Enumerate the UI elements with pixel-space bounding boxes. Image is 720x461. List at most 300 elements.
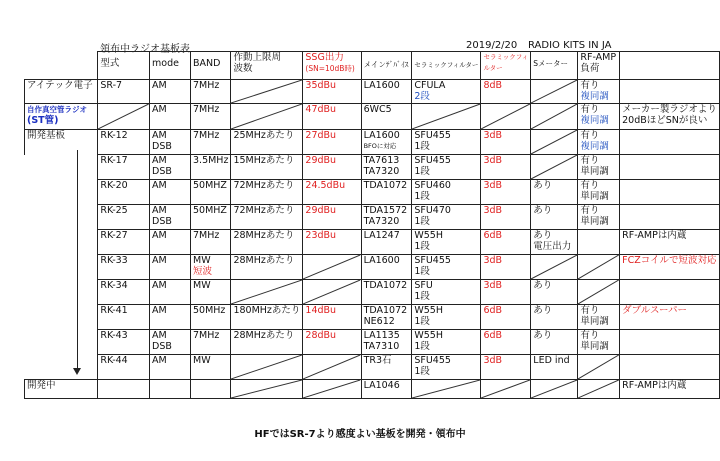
cell-mode [150,180,191,205]
cell-smeter [531,330,578,355]
cell-model [98,80,150,104]
freq-value: 28MHzあたり [233,230,295,241]
header-filter: セラミックフィルター [412,52,481,80]
mode-line: AM [152,255,167,266]
cell-note [620,80,720,104]
table-row [25,280,720,305]
cell-ssg [303,255,361,280]
filter-line: 1段 [414,366,430,377]
cell-mode [150,130,191,155]
cell-smeter [531,80,578,104]
band-value: MW [193,280,211,291]
cell-smeter [531,305,578,330]
cell-filter [412,305,481,330]
cell-model [98,355,150,380]
cell-cer [481,255,531,280]
cell-rfamp [578,330,620,355]
ssg-value: 29dBu [305,205,337,216]
cell-note [620,280,720,305]
cer-value: 6dB [483,305,503,316]
freq-value: 72MHzあたり [233,180,295,191]
cell-mode [150,230,191,255]
date-label: 2019/2/20 [466,40,518,51]
slash-mark [231,355,302,379]
filter-line: SFU455 [414,355,451,366]
cell-ssg [303,230,361,255]
model-value: RK-17 [100,155,128,166]
cell-freq [231,280,303,305]
mode-line: AM [152,305,167,316]
smeter-value: あり [533,205,553,216]
mode-line: AM [152,180,167,191]
slash-mark [578,255,619,279]
maker-label: 自作真空管ラジオ [27,105,87,114]
cell-device [361,305,412,330]
cell-filter [412,355,481,380]
rfamp-line: 有り [580,330,600,341]
cell-ssg [303,205,361,230]
cell-maker [25,255,98,280]
cell-note [620,155,720,180]
cell-mode [150,305,191,330]
cell-device [361,380,412,399]
cell-smeter [531,205,578,230]
band-value: 7MHz [193,80,220,91]
header-band: BAND [191,52,231,80]
cell-freq [231,155,303,180]
model-value: RK-44 [100,355,128,366]
cell-cer [481,104,531,130]
ssg-value: 23dBu [305,230,337,241]
cell-note [620,180,720,205]
cell-filter [412,330,481,355]
device-line: TDA1072 [363,305,408,316]
slash-mark [481,104,530,129]
ssg-value: 35dBu [305,80,337,91]
note-value: FCZコイルで短波対応 [622,255,717,266]
cell-rfamp [578,104,620,130]
filter-line: SFU460 [414,180,451,191]
slash-mark [231,280,302,304]
cell-model [98,280,150,305]
maker-label: 開発基板 [27,130,66,141]
cell-freq [231,104,303,130]
header-ssg: SSG出力 (SN=10dB時) [303,52,361,80]
cell-maker [25,205,98,230]
cell-maker [25,380,98,399]
cell-maker [25,80,98,104]
device-line: TDA1572 [363,205,408,216]
cell-mode [150,104,191,130]
band-value: MW [193,355,211,366]
cell-freq [231,205,303,230]
header-mode: mode [150,52,191,80]
cell-mode [150,280,191,305]
band-value: 7MHz [193,104,220,115]
slash-mark [578,355,619,379]
cell-mode [150,255,191,280]
device-line: TA7613 [363,155,400,166]
slash-mark [531,80,577,103]
cell-band [191,330,231,355]
cell-mode [150,380,191,399]
cell-maker [25,305,98,330]
cell-freq [231,355,303,380]
cell-rfamp [578,355,620,380]
band-value: 7MHz [193,130,220,141]
cell-model [98,180,150,205]
header-cer: セラミックフィ ルター [481,52,531,80]
cell-device [361,104,412,130]
cell-filter [412,130,481,155]
cell-note [620,380,720,399]
cell-band [191,230,231,255]
device-line: LA1046 [363,380,400,391]
device-line: TDA1072 [363,280,408,291]
device-line: TA7320 [363,166,400,177]
header-model: 型式 [98,52,150,80]
filter-line: 1段 [414,266,430,277]
cell-freq [231,180,303,205]
cer-value: 3dB [483,180,503,191]
org-label: RADIO KITS IN JA [528,40,612,51]
filter-line: 1段 [414,316,430,327]
table-row [25,104,720,130]
cer-value: 3dB [483,155,503,166]
band-value: 3.5MHz [193,155,229,166]
cell-filter [412,80,481,104]
cell-filter [412,180,481,205]
cell-ssg [303,80,361,104]
device-line: 6WC5 [363,104,392,115]
cell-ssg [303,355,361,380]
dev-arrow-head [73,368,81,375]
dev-arrow-line [77,150,78,370]
cell-rfamp [578,180,620,205]
cer-value: 3dB [483,205,503,216]
cell-device [361,155,412,180]
note-value: ダブルスーパー [622,305,688,316]
ssg-value: 28dBu [305,330,337,341]
band-value: 7MHz [193,230,220,241]
freq-value: 15MHzあたり [233,155,295,166]
filter-line: W55H [414,305,443,316]
mode-line: AM [152,280,167,291]
header-maker [25,52,98,80]
smeter-value: LED ind [533,355,570,366]
filter-line: 1段 [414,141,430,152]
cell-filter [412,205,481,230]
cell-cer [481,180,531,205]
cer-value: 3dB [483,280,503,291]
table-row [25,330,720,355]
header-note [620,52,720,80]
filter-line: 1段 [414,166,430,177]
smeter-sub-value: 電圧出力 [533,241,572,252]
device-line: BFOに対応 [363,142,397,150]
ssg-value: 27dBu [305,130,337,141]
cell-mode [150,80,191,104]
filter-line: 1段 [414,191,430,202]
footer-note: HFではSR-7より感度よい基板を開発・領布中 [254,429,466,440]
mode-line: AM [152,130,167,141]
slash-mark [231,104,302,129]
filter-line: CFULA [414,80,446,91]
cell-model [98,230,150,255]
model-value: RK-25 [100,205,128,216]
cell-rfamp [578,280,620,305]
cell-maker [25,280,98,305]
cell-band [191,255,231,280]
cell-cer [481,205,531,230]
device-line: TR3石 [363,355,392,366]
rfamp-line: 複同調 [580,91,609,102]
smeter-value: あり [533,330,553,341]
cell-rfamp [578,255,620,280]
cell-model [98,130,150,155]
smeter-value: あり [533,230,553,241]
filter-line: SFU455 [414,255,451,266]
device-line: LA1247 [363,230,400,241]
band-value: 50MHz [193,305,226,316]
cell-band [191,355,231,380]
table-row [25,230,720,255]
filter-line: SFU470 [414,205,451,216]
note-value: RF-AMPは内蔵 [622,230,687,241]
cell-ssg [303,155,361,180]
cell-rfamp [578,305,620,330]
table-row [25,80,720,104]
band-value: 50MHZ [193,205,227,216]
cell-filter [412,155,481,180]
device-line: NE612 [363,316,395,327]
cell-maker [25,330,98,355]
cell-smeter [531,355,578,380]
cell-cer [481,80,531,104]
cell-note [620,130,720,155]
page-title: 領布中ラジオ基板表 [100,44,190,55]
cell-ssg [303,130,361,155]
cell-freq [231,305,303,330]
cell-maker [25,230,98,255]
note-sub-value: 20dBほどSNが良い [622,115,708,126]
slash-mark [231,80,302,103]
cell-maker [25,180,98,205]
model-value: RK-20 [100,180,128,191]
mode-line: AM [152,155,167,166]
cell-note [620,255,720,280]
table-row [25,205,720,230]
table-row [25,130,720,155]
device-line: TDA1072 [363,180,408,191]
cell-freq [231,330,303,355]
cer-value: 8dB [483,80,503,91]
cell-rfamp [578,205,620,230]
cell-maker [25,155,98,180]
cell-freq [231,255,303,280]
cell-filter [412,255,481,280]
cell-maker [25,355,98,380]
cell-smeter [531,255,578,280]
maker-sub-label: (ST管) [27,115,59,126]
cell-device [361,180,412,205]
cell-freq [231,130,303,155]
cell-device [361,80,412,104]
rfamp-line: 単同調 [580,216,609,227]
model-value: RK-27 [100,230,128,241]
filter-line: 1段 [414,216,430,227]
mode-line: DSB [152,166,172,177]
freq-value: 25MHzあたり [233,130,295,141]
slash-mark [303,380,360,398]
mode-line: DSB [152,141,172,152]
table-row [25,305,720,330]
filter-line: 1段 [414,241,430,252]
cell-model [98,155,150,180]
cell-model [98,380,150,399]
model-value: SR-7 [100,80,123,91]
cell-device [361,280,412,305]
cell-cer [481,330,531,355]
slash-mark [531,155,577,179]
cer-value: 6dB [483,330,503,341]
cell-mode [150,205,191,230]
cell-band [191,104,231,130]
slash-mark [531,104,577,129]
mode-line: AM [152,230,167,241]
cell-filter [412,104,481,130]
maker-label: 開発中 [27,380,56,391]
table-row [25,155,720,180]
rfamp-line: 有り [580,205,600,216]
cell-note [620,205,720,230]
cell-note [620,305,720,330]
rfamp-line: 有り [580,130,600,141]
cell-note [620,230,720,255]
mode-line: DSB [152,341,172,352]
cell-ssg [303,104,361,130]
cell-band [191,380,231,399]
ssg-value: 29dBu [305,155,337,166]
mode-line: AM [152,104,167,115]
slash-mark [231,380,302,398]
header-rfamp: RF-AMP 負荷 [578,52,620,80]
device-line: TA7320 [363,216,400,227]
mode-line: AM [152,205,167,216]
cell-model [98,305,150,330]
rfamp-line: 複同調 [580,141,609,152]
freq-value: 72MHzあたり [233,205,295,216]
filter-line: 2段 [414,91,430,102]
slash-mark [531,130,577,154]
rfamp-line: 有り [580,80,600,91]
cell-rfamp [578,80,620,104]
cell-freq [231,80,303,104]
rfamp-line: 有り [580,104,600,115]
filter-line: SFU [414,280,433,291]
cell-note [620,104,720,130]
freq-value: 28MHzあたり [233,255,295,266]
ssg-value: 14dBu [305,305,337,316]
cell-cer [481,305,531,330]
board-table [24,51,720,399]
cell-ssg [303,380,361,399]
header-device: メインﾃﾞﾊﾞｲｽ [361,52,412,80]
model-value: RK-43 [100,330,128,341]
cell-model [98,104,150,130]
slash-mark [578,280,619,304]
cell-device [361,205,412,230]
filter-line: W55H [414,230,443,241]
slash-mark [303,255,360,279]
mode-line: AM [152,80,167,91]
table-row [25,255,720,280]
filter-line: SFU455 [414,130,451,141]
device-line: LA1600 [363,80,400,91]
cell-freq [231,380,303,399]
cer-value: 3dB [483,130,503,141]
slash-mark [303,280,360,304]
device-line: LA1600 [363,255,400,266]
cell-note [620,330,720,355]
slash-mark [303,355,360,379]
rfamp-line: 単同調 [580,166,609,177]
cell-ssg [303,330,361,355]
cell-filter [412,380,481,399]
cell-band [191,205,231,230]
header-freq: 作動上限周 波数 [231,52,303,80]
slash-mark [481,380,530,398]
cell-rfamp [578,130,620,155]
cell-device [361,355,412,380]
cell-cer [481,380,531,399]
cell-mode [150,330,191,355]
cell-band [191,155,231,180]
slash-mark [531,380,577,398]
table-row [25,180,720,205]
table-row [25,355,720,380]
cell-rfamp [578,380,620,399]
cell-band [191,80,231,104]
cell-band [191,180,231,205]
device-line: LA1600 [363,130,400,141]
model-value: RK-33 [100,255,128,266]
cell-smeter [531,104,578,130]
maker-label: アイテック電子 [27,80,93,91]
rfamp-line: 複同調 [580,115,609,126]
cell-device [361,230,412,255]
mode-line: AM [152,330,167,341]
cer-value: 3dB [483,255,503,266]
slash-mark [412,380,480,398]
cell-smeter [531,280,578,305]
note-value: メーカー製ラジオより [622,104,717,115]
cell-band [191,305,231,330]
filter-line: 1段 [414,291,430,302]
ssg-value: 47dBu [305,104,337,115]
filter-line: 1段 [414,341,430,352]
header-smeter: Sメーター [531,52,578,80]
cell-cer [481,130,531,155]
band-value: 50MHZ [193,180,227,191]
cell-smeter [531,130,578,155]
slash-mark [578,380,619,398]
cell-mode [150,155,191,180]
cell-model [98,330,150,355]
cell-smeter [531,380,578,399]
cell-rfamp [578,155,620,180]
cell-mode [150,355,191,380]
